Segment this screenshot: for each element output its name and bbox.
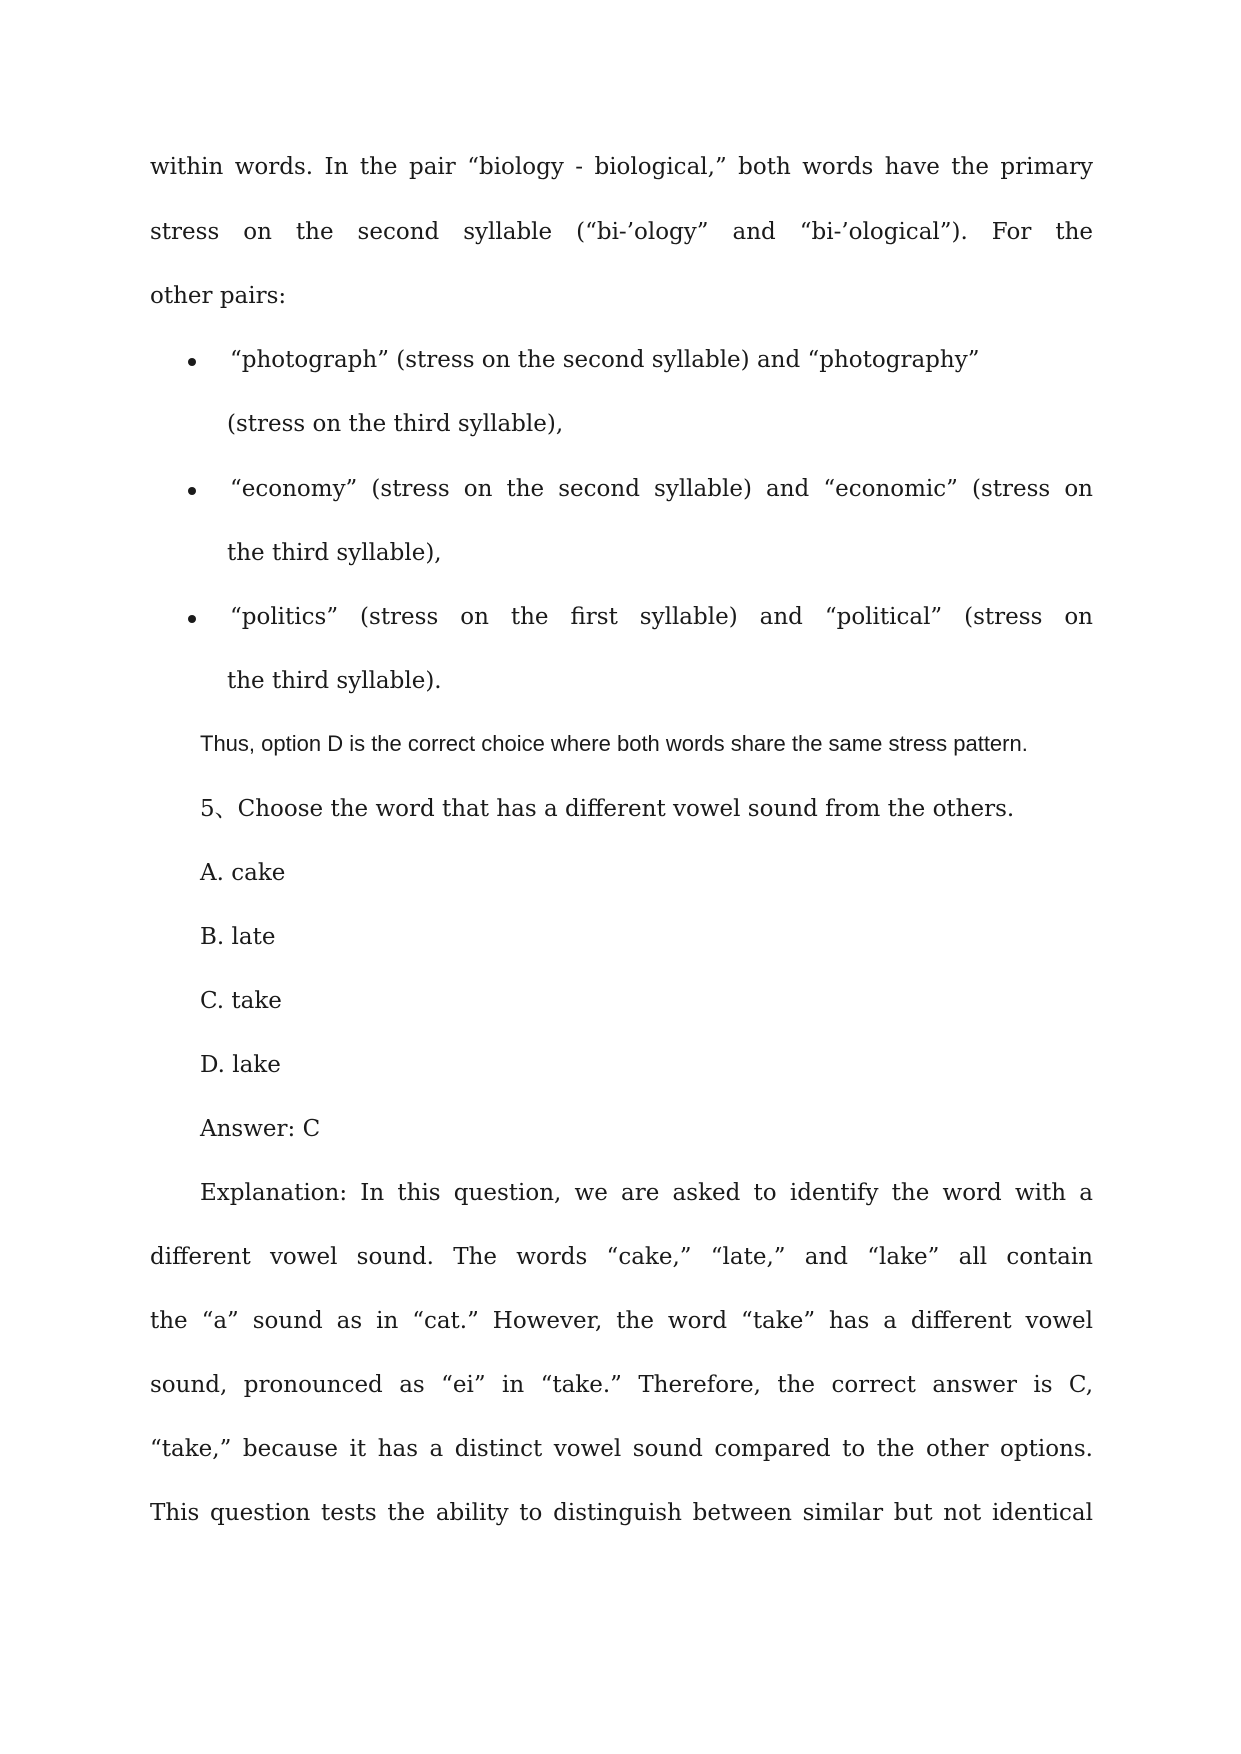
explanation-line: the “a” sound as in “cat.” However, the word “take” has a different vowel (150, 1308, 1093, 1334)
explanation-line: This question tests the ability to distinguish between similar but not identical (150, 1500, 1093, 1526)
bullet-icon (188, 487, 196, 495)
explanation-line: different vowel sound. The words “cake,” “late,” and “lake” all contain (150, 1244, 1093, 1270)
option-b: B. late (200, 924, 276, 950)
bullet-item-line: “politics” (stress on the first syllable) and “political” (stress on (230, 604, 1093, 630)
explanation-line: sound, pronounced as “ei” in “take.” Therefore, the correct answer is C, (150, 1372, 1093, 1398)
explanation-line: “take,” because it has a distinct vowel sound compared to the other options. (150, 1436, 1093, 1462)
paragraph-line: stress on the second syllable (“bi-’ology” and “bi-’ological”). For the (150, 219, 1093, 245)
paragraph-line: other pairs: (150, 283, 287, 309)
option-c: C. take (200, 988, 282, 1014)
option-d: D. lake (200, 1052, 281, 1078)
bullet-item-line: the third syllable). (227, 668, 442, 694)
paragraph-line: within words. In the pair “biology - biological,” both words have the primary (150, 154, 1093, 180)
bullet-item-line: “economy” (stress on the second syllable) and “economic” (stress on (230, 476, 1093, 502)
explanation-line: Explanation: In this question, we are asked to identify the word with a (200, 1180, 1093, 1206)
question-prompt: 5、Choose the word that has a different vowel sound from the others. (200, 796, 1015, 822)
bullet-item-line: “photograph” (stress on the second syllable) and “photography” (230, 347, 980, 373)
option-a: A. cake (200, 860, 286, 886)
bullet-item-line: the third syllable), (227, 540, 442, 566)
conclusion-text: Thus, option D is the correct choice where both words share the same stress pattern. (200, 731, 1028, 756)
answer-text: Answer: C (200, 1116, 321, 1142)
bullet-icon (188, 615, 196, 623)
bullet-item-line: (stress on the third syllable), (227, 411, 564, 437)
bullet-icon (188, 358, 196, 366)
